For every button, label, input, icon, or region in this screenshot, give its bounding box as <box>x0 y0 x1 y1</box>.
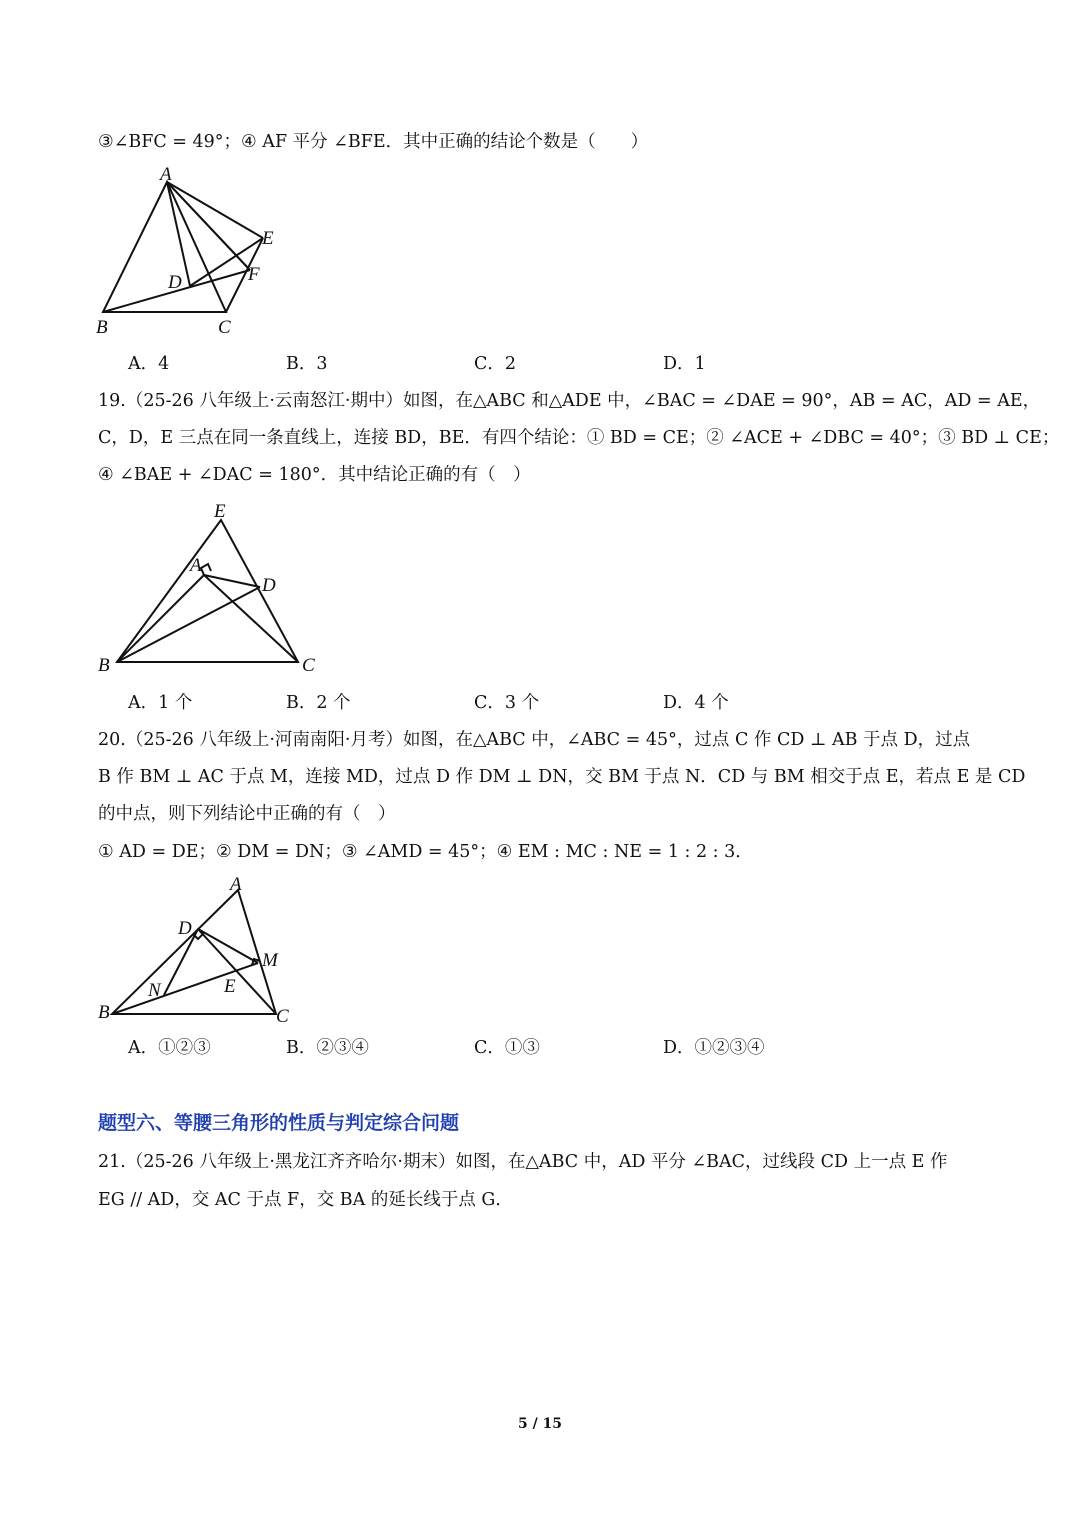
q18-statement-tail: ③∠BFC = 49°；④ AF 平分 ∠BFE．其中正确的结论个数是（ ） <box>98 132 649 152</box>
q19-label-B: B <box>98 655 110 676</box>
q20-label-D: D <box>178 918 192 939</box>
q19-label-A: A <box>190 555 202 576</box>
q18-label-C: C <box>218 317 231 338</box>
q18-option-c[interactable]: C．2 <box>474 354 517 374</box>
q20-label-B: B <box>98 1002 110 1023</box>
q18-label-B: B <box>96 317 108 338</box>
q19-line-1: 19.（25-26 八年级上·云南怒江·期中）如图，在△ABC 和△ADE 中，∠BAC = ∠DAE = 90°，AB = AC，AD = AE， <box>98 391 1041 411</box>
q19-line-3: ④ ∠BAE + ∠DAC = 180°．其中结论正确的有（ ） <box>98 465 531 485</box>
q20-figure-lines <box>112 890 276 1014</box>
q18-label-F: F <box>248 264 260 285</box>
q21-line-1: 21.（25-26 八年级上·黑龙江齐齐哈尔·期末）如图，在△ABC 中，AD 平分 ∠BAC，过线段 CD 上一点 E 作 <box>98 1152 948 1172</box>
q20-line-2: B 作 BM ⊥ AC 于点 M，连接 MD，过点 D 作 DM ⊥ DN，交 BM 于点 N．CD 与 BM 相交于点 E，若点 E 是 CD <box>98 767 1026 787</box>
q20-option-b[interactable]: B．②③④ <box>286 1038 369 1058</box>
q20-line-1: 20.（25-26 八年级上·河南南阳·月考）如图，在△ABC 中，∠ABC = 45°，过点 C 作 CD ⊥ AB 于点 D，过点 <box>98 730 971 750</box>
q20-label-N: N <box>148 980 161 1001</box>
q18-label-E: E <box>262 228 274 249</box>
page-number: 5 / 15 <box>517 1416 563 1432</box>
q19-line-2: C，D，E 三点在同一条直线上，连接 BD，BE．有四个结论：① BD = CE；② ∠ACE + ∠DBC = 40°；③ BD ⊥ CE； <box>98 428 1060 448</box>
q18-label-D: D <box>168 272 182 293</box>
q18-option-a[interactable]: A．4 <box>128 354 170 374</box>
q18-figure-lines <box>103 182 263 312</box>
q20-label-M: M <box>262 950 278 971</box>
q20-figure <box>90 868 310 1033</box>
q18-label-A: A <box>160 164 172 185</box>
q20-label-A: A <box>230 874 242 895</box>
q19-label-D: D <box>262 575 276 596</box>
q20-line-4: ① AD = DE；② DM = DN；③ ∠AMD = 45°；④ EM : MC : NE = 1 : 2 : 3． <box>98 842 753 862</box>
q19-option-d[interactable]: D．4 个 <box>663 693 729 713</box>
q20-line-3: 的中点，则下列结论中正确的有（ ） <box>98 804 396 824</box>
q20-option-a[interactable]: A．①②③ <box>128 1038 211 1058</box>
q19-option-b[interactable]: B．2 个 <box>286 693 351 713</box>
q18-figure <box>90 160 300 340</box>
q21-line-2: EG // AD，交 AC 于点 F，交 BA 的延长线于点 G． <box>98 1190 513 1210</box>
q20-label-E: E <box>224 976 236 997</box>
section-heading: 题型六、等腰三角形的性质与判定综合问题 <box>98 1112 460 1134</box>
q20-label-C: C <box>276 1006 289 1027</box>
q19-label-C: C <box>302 655 315 676</box>
q18-option-b[interactable]: B．3 <box>286 354 328 374</box>
q20-option-c[interactable]: C．①③ <box>474 1038 540 1058</box>
q18-option-d[interactable]: D．1 <box>663 354 706 374</box>
q19-option-a[interactable]: A．1 个 <box>128 693 193 713</box>
q20-option-d[interactable]: D．①②③④ <box>663 1038 765 1058</box>
q19-figure <box>90 495 330 680</box>
q19-option-c[interactable]: C．3 个 <box>474 693 540 713</box>
q19-label-E: E <box>214 501 226 522</box>
